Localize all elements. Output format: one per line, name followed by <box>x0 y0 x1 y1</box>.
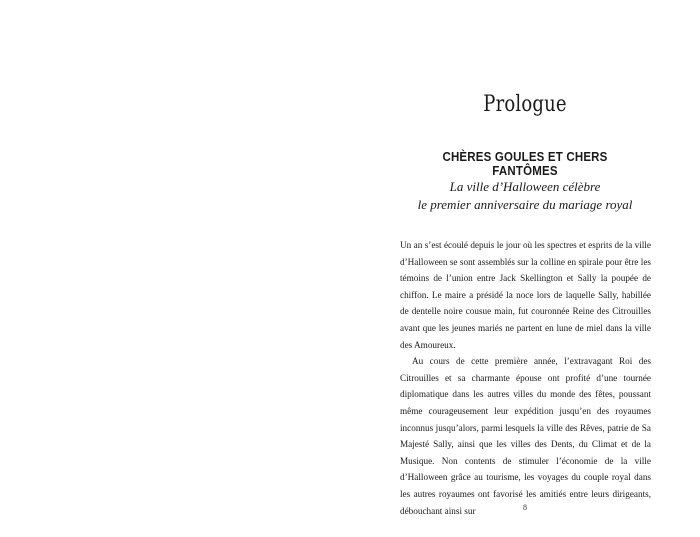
body-paragraph-1: Un an s’est écoulé depuis le jour où les spectres et esprits de la ville d’Halloween se sont assemblés sur la colline en spirale pour être les témoins de l’union entre Jack Skellington et Sally la poupée de chiffon. Le maire a présidé la noce lors de laquelle Sally, habillée de dentelle noire cousue main, fut couronnée Reine des Citrouilles avant que les jeunes mariés ne partent en lune de miel dans la ville des Amoureux. <box>400 240 651 350</box>
article-subhead <box>400 178 650 214</box>
article-body <box>400 237 651 519</box>
subhead-line-2: le premier anniversaire du mariage royal <box>417 197 633 212</box>
page-number: 8 <box>523 503 527 512</box>
body-paragraph-2: Au cours de cette première année, l’extravagant Roi des Citrouilles et sa charmante épouse ont profité d’une tournée diplomatique dans les autres villes du monde des fêtes, poussant même courageusement leur expédition jusqu’en des royaumes inconnus jusqu’alors, parmi lesquels la ville des Rêves, patrie de Sa Majesté Sally, ainsi que les villes des Dents, du Climat et de la Musique. Non contents de stimuler l’économie de la ville d’Halloween grâce au tourisme, les voyages du couple royal dans les autres royaumes ont favorisé les amitiés entre leurs dirigeants, débouchant ainsi sur <box>400 356 651 516</box>
article-headline: CHÈRES GOULES ET CHERS FANTÔMES <box>442 150 608 178</box>
chapter-title: Prologue <box>483 92 567 117</box>
subhead-line-1: La ville d’Halloween célèbre <box>449 179 601 194</box>
